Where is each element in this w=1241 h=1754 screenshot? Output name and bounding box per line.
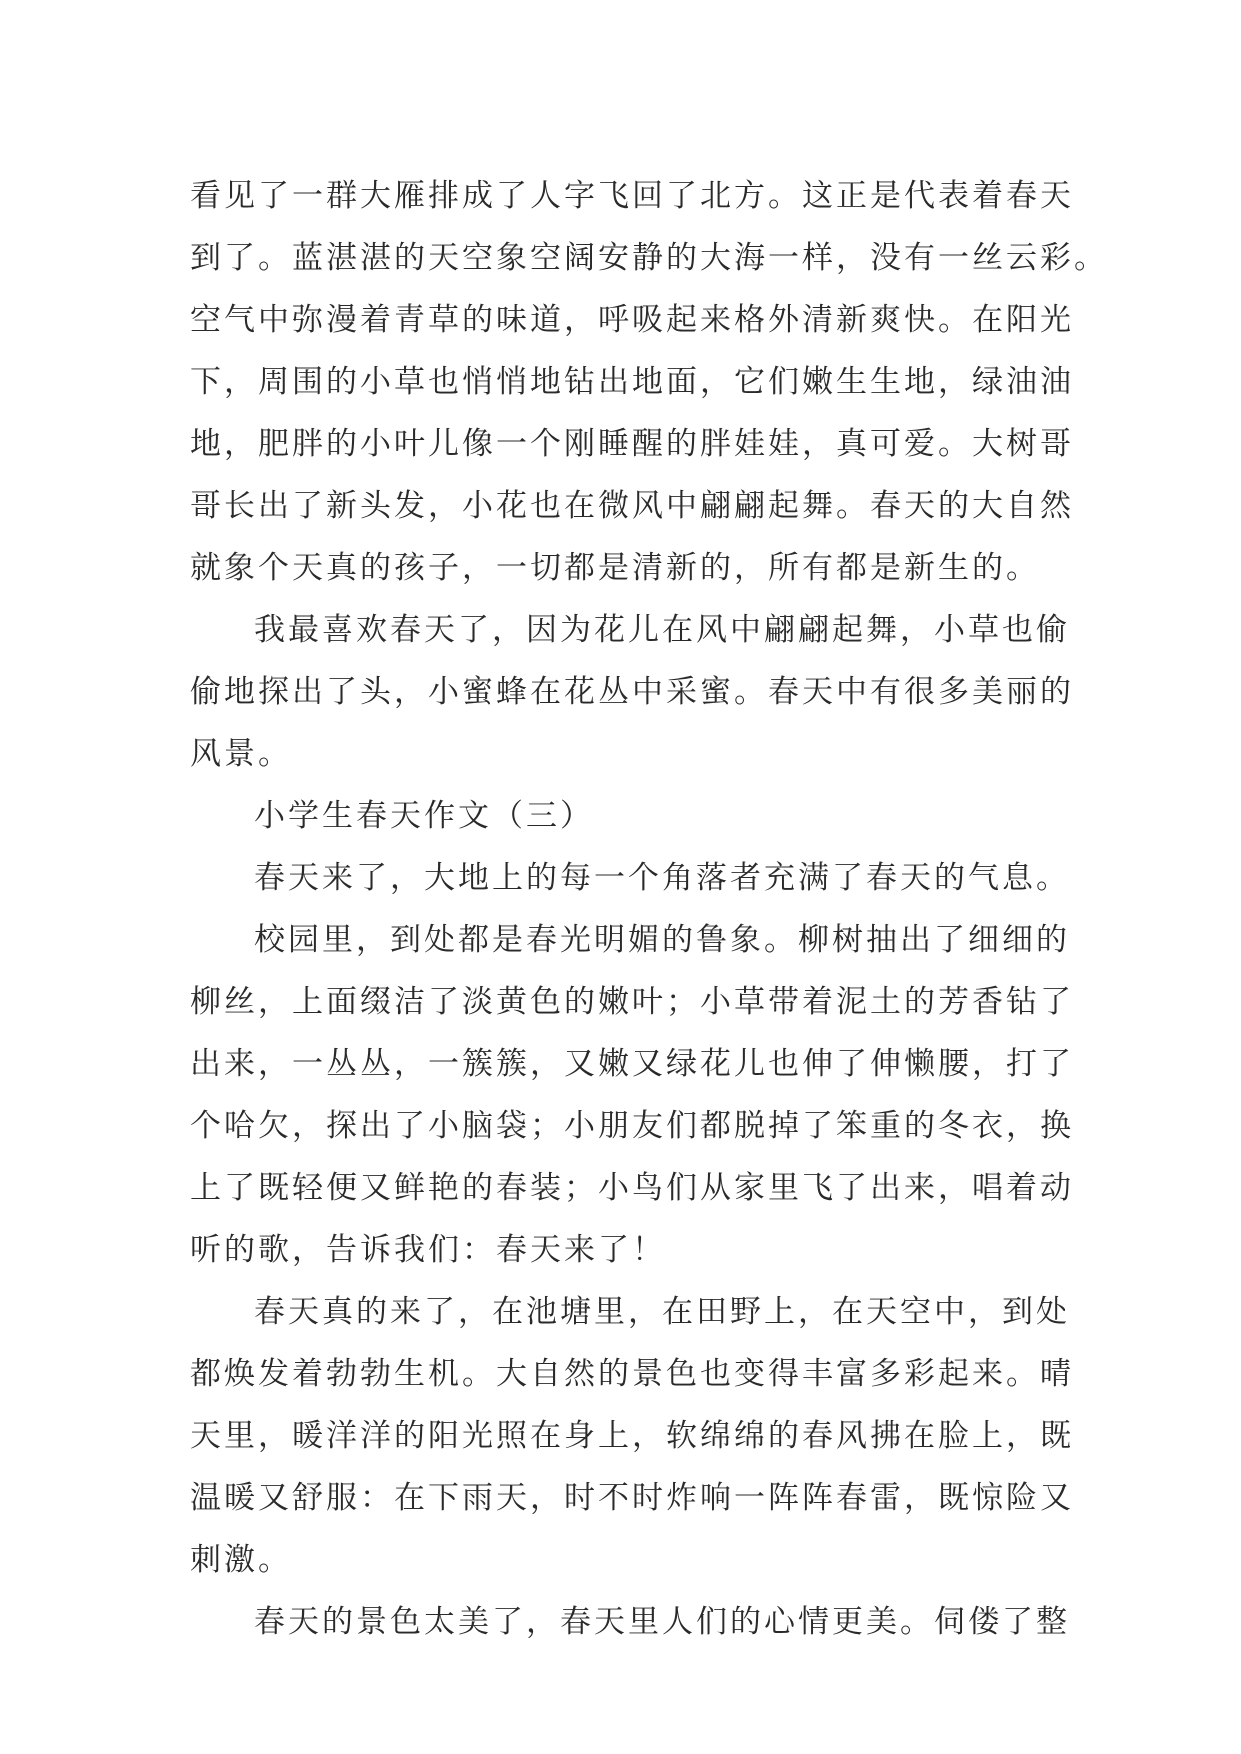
text-line: 上了既轻便又鲜艳的春装；小鸟们从家里飞了出来，唱着动 [190, 1170, 1074, 1206]
paragraph-start-line: 校园里，到处都是春光明媚的鲁象。柳树抽出了细细的 [254, 922, 1070, 958]
text-line: 空气中弥漫着青草的味道，呼吸起来格外清新爽快。在阳光 [190, 302, 1074, 338]
text-line: 都焕发着勃勃生机。大自然的景色也变得丰富多彩起来。晴 [190, 1356, 1074, 1392]
text-line: 听的歌，告诉我们：春天来了！ [190, 1232, 666, 1268]
paragraph-start-line: 春天真的来了，在池塘里，在田野上，在天空中，到处 [254, 1294, 1070, 1330]
text-line: 个哈欠，探出了小脑袋；小朋友们都脱掉了笨重的冬衣，换 [190, 1108, 1074, 1144]
text-line: 风景。 [190, 736, 292, 772]
paragraph-start-line: 春天来了，大地上的每一个角落者充满了春天的气息。 [254, 860, 1070, 896]
text-line: 看见了一群大雁排成了人字飞回了北方。这正是代表着春天 [190, 178, 1074, 214]
text-line: 地，肥胖的小叶儿像一个刚睡醒的胖娃娃，真可爱。大树哥 [190, 426, 1074, 462]
paragraph-start-line: 我最喜欢春天了，因为花儿在风中翩翩起舞，小草也偷 [254, 612, 1070, 648]
text-line: 天里，暖洋洋的阳光照在身上，软绵绵的春风拂在脸上，既 [190, 1418, 1074, 1454]
essay-body [190, 165, 1108, 1653]
text-line: 就象个天真的孩子，一切都是清新的，所有都是新生的。 [190, 550, 1040, 586]
text-line: 偷地探出了头，小蜜蜂在花丛中采蜜。春天中有很多美丽的 [190, 674, 1074, 710]
section-heading: 小学生春天作文（三） [254, 798, 594, 834]
text-line: 到了。蓝湛湛的天空象空阔安静的大海一样，没有一丝云彩。 [190, 240, 1108, 276]
text-line: 温暖又舒服：在下雨天，时不时炸响一阵阵春雷，既惊险又 [190, 1480, 1074, 1516]
text-line: 刺激。 [190, 1542, 292, 1578]
paragraph-start-line: 春天的景色太美了，春天里人们的心情更美。伺偻了整 [254, 1604, 1070, 1640]
text-line: 柳丝，上面缀洁了淡黄色的嫩叶；小草带着泥土的芳香钻了 [190, 984, 1074, 1020]
text-line: 哥长出了新头发，小花也在微风中翩翩起舞。春天的大自然 [190, 488, 1074, 524]
text-line: 下，周围的小草也悄悄地钻出地面，它们嫩生生地，绿油油 [190, 364, 1074, 400]
text-line: 出来，一丛丛，一簇簇，又嫩又绿花儿也伸了伸懒腰，打了 [190, 1046, 1074, 1082]
